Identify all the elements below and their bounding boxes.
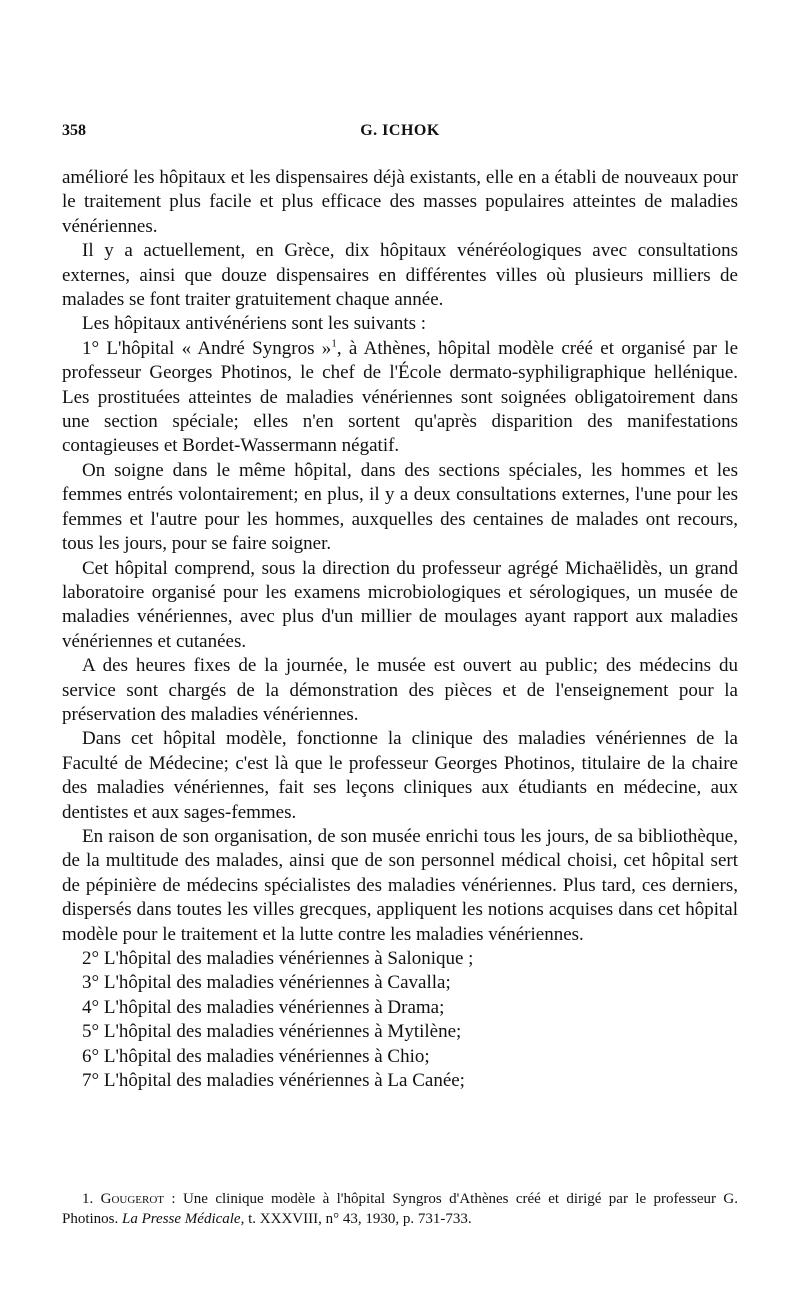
list-item: 4° L'hôpital des maladies vénériennes à Drama; (82, 996, 445, 1018)
footnote-author: Gougerot (100, 1191, 165, 1207)
footnote-number: 1. (82, 1191, 94, 1207)
paragraph: Il y a actuellement, en Grèce, dix hôpitaux vénéréologiques avec consultations externes, ainsi que douze dispensaires en différentes villes où plusieurs milliers de malades se font traiter gratuitement chaque année. (62, 240, 738, 311)
footnotes (62, 1189, 738, 1229)
paragraph: Les hôpitaux antivénériens sont les suivants : (82, 313, 427, 335)
footnote-reference[interactable]: 1 (331, 337, 337, 350)
body-text (62, 166, 738, 1093)
hospital-1-title: 1° L'hôpital « André Syngros » (82, 337, 332, 359)
paragraph: Dans cet hôpital modèle, fonctionne la clinique des maladies vénériennes de la Faculté de Médecine; c'est là que le professeur Georges Photinos, titulaire de la chaire des maladies vénériennes, fait ses leçons cliniques aux étudiants en médecine, aux dentistes et aux sages-femmes. (62, 728, 738, 823)
list-item: 3° L'hôpital des maladies vénériennes à Cavalla; (82, 972, 451, 994)
list-item: 6° L'hôpital des maladies vénériennes à Chio; (82, 1045, 430, 1067)
page-number: 358 (62, 122, 86, 139)
paragraph-continuation: amélioré les hôpitaux et les dispensaires déjà existants, elle en a établi de nouveaux pour le traitement plus facile et plus efficace des masses populaires atteintes de maladies vénériennes. (62, 167, 738, 237)
paragraph: A des heures fixes de la journée, le musée est ouvert au public; des médecins du service sont chargés de la démonstration des pièces et de l'enseignement pour la préservation des maladies vénériennes. (62, 655, 738, 725)
paragraph: Cet hôpital comprend, sous la direction du professeur agrégé Michaëlidès, un grand laboratoire organisé pour les examens microbiologiques et sérologiques, un musée de maladies vénériennes, avec plus d'un millier de moulages ayant rapport aux maladies vénériennes et cutanées. (62, 557, 738, 652)
footnote-journal: La Presse Médicale (122, 1211, 241, 1227)
list-item: 7° L'hôpital des maladies vénériennes à La Canée; (82, 1070, 465, 1092)
footnote-1 (62, 1189, 738, 1229)
paragraph: On soigne dans le même hôpital, dans des sections spéciales, les hommes et les femmes entrés volontairement; en plus, il y a deux consultations externes, l'une pour les femmes et l'autre pour les hommes, auxquelles des centaines de malades ont recours, tous les jours, pour se faire soigner. (62, 459, 738, 555)
footnote-citation: , t. XXXVIII, n° 43, 1930, p. 731-733. (240, 1211, 472, 1227)
running-head: G. ICHOK (360, 122, 440, 139)
list-item: 5° L'hôpital des maladies vénériennes à Mytilène; (82, 1021, 462, 1043)
paragraph-hospital-1 (62, 337, 738, 459)
hospital-1-text: , à Athènes, hôpital modèle créé et organisé par le professeur Georges Photinos, le chef de l'École dermato-syphiligraphique hellénique. Les prostituées atteintes de maladies vénériennes sont soignées obligatoirement dans une section spéciale; elles n'en sortent qu'après disparition des manifestations contagieuses et Bordet-Wassermann négatif. (62, 337, 739, 457)
page-header (62, 122, 738, 144)
footnote-text: : Une clinique modèle à l'hôpital Syngros d'Athènes créé et dirigé par le professeur G. Photinos. (62, 1191, 738, 1227)
list-item: 2° L'hôpital des maladies vénériennes à Salonique ; (82, 948, 474, 969)
paragraph: En raison de son organisation, de son musée enrichi tous les jours, de sa bibliothèque, de la multitude des malades, ainsi que de son personnel médical choisi, cet hôpital sert de pépinière de médecins spécialistes des maladies vénériennes. Plus tard, ces derniers, dispersés dans toutes les villes grecques, appliquent les notions acquises dans cet hôpital modèle pour le traitement et la lutte contre les maladies vénériennes. (62, 825, 738, 945)
